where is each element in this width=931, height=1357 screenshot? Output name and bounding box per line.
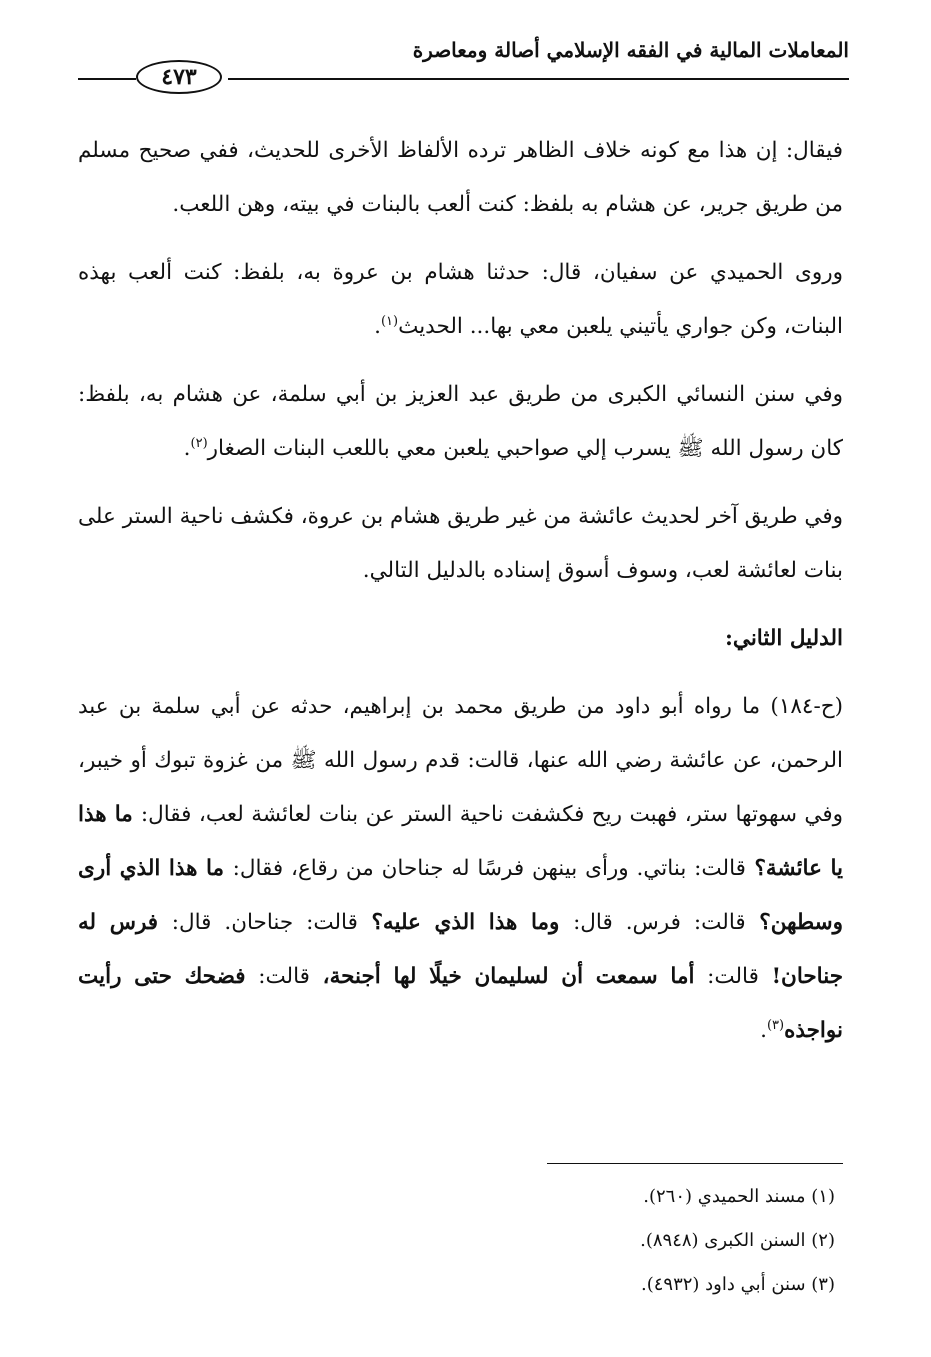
page-header: [78, 38, 849, 98]
page-number: ٤٧٣: [136, 60, 222, 94]
paragraph-4: وفي طريق آخر لحديث عائشة من غير طريق هشام بن عروة، فكشف ناحية الستر على بنات لعائشة لعب، وسوف أسوق إسناده بالدليل التالي.: [78, 504, 843, 583]
footnote-ref-3: (٣): [766, 1017, 785, 1033]
paragraph-3-text: وفي سنن النسائي الكبرى من طريق عبد العزيز بن أبي سلمة، عن هشام به، بلفظ: كان رسول الله ﷺ يسرب إلي صواحبي يلعبن معي باللعب البنات الصغار: [78, 382, 843, 461]
paragraph-2-end: .: [374, 314, 381, 339]
p5-part-a: (ح-١٨٤) ما رواه أبو داود من طريق محمد بن إبراهيم، حدثه عن أبي سلمة بن عبد الرحمن، عن عائشة رضي الله عنها، قالت: قدم رسول الله ﷺ من غزوة تبوك أو خيبر، وفي سهوتها ستر، فهبت ريح فكشفت ناحية الستر عن بنات لعائشة لعب، فقال:: [78, 694, 843, 827]
p5-part-i: قالت:: [707, 964, 759, 989]
paragraph-3-end: .: [183, 436, 191, 461]
footnote-ref-1: (١): [380, 313, 399, 329]
running-title: المعاملات المالية في الفقه الإسلامي أصالة ومعاصرة: [412, 38, 849, 62]
footnote-2: (٢) السنن الكبرى (٨٩٤٨).: [640, 1230, 835, 1251]
header-rule-tail: [78, 78, 136, 80]
p5-part-d: ما هذا الذي أرى وسطهن؟: [78, 856, 843, 935]
p5-part-l: فضحك حتى رأيت نواجذه: [78, 964, 843, 1043]
p5-part-h: فرس له جناحان!: [78, 910, 843, 989]
paragraph-2-text: وروى الحميدي عن سفيان، قال: حدثنا هشام بن عروة به، بلفظ: كنت ألعب بهذه البنات، وكن جواري يأتيني يلعبن معي بها... الحديث: [78, 260, 843, 339]
paragraph-5: [78, 680, 843, 1058]
footnote-1: (١) مسند الحميدي (٢٦٠).: [643, 1186, 835, 1207]
p5-part-g: قالت: جناحان. قال:: [171, 910, 358, 935]
p5-part-e: قالت: فرس. قال:: [573, 910, 746, 935]
footnote-3: (٣) سنن أبي داود (٤٩٣٢).: [640, 1274, 835, 1295]
section-heading: الدليل الثاني:: [724, 626, 843, 651]
main-text: [78, 124, 843, 1058]
p5-part-c: قالت: بناتي. ورأى بينهن فرسًا له جناحان من رقاع، فقال:: [232, 856, 746, 881]
p5-part-j: أما سمعت أن لسليمان خيلًا لها أجنحة،: [309, 964, 708, 989]
paragraph-1: فيقال: إن هذا مع كونه خلاف الظاهر ترده الألفاظ الأخرى للحديث، ففي صحيح مسلم من طريق جرير، عن هشام به بلفظ: كنت ألعب بالبنات في بيته، وهن اللعب.: [78, 138, 843, 217]
footnotes: [78, 1175, 835, 1307]
p5-part-f: وما هذا الذي عليه؟: [357, 910, 574, 935]
paragraph-3: [78, 368, 843, 476]
p5-part-k: قالت:: [258, 964, 310, 989]
p5-part-b: ما هذا يا عائشة؟: [78, 802, 843, 881]
paragraph-2: [78, 246, 843, 354]
header-rule: [228, 78, 849, 80]
footnote-ref-2: (٢): [190, 435, 208, 451]
footnote-separator: [547, 1163, 843, 1164]
p5-end: .: [760, 1018, 767, 1043]
